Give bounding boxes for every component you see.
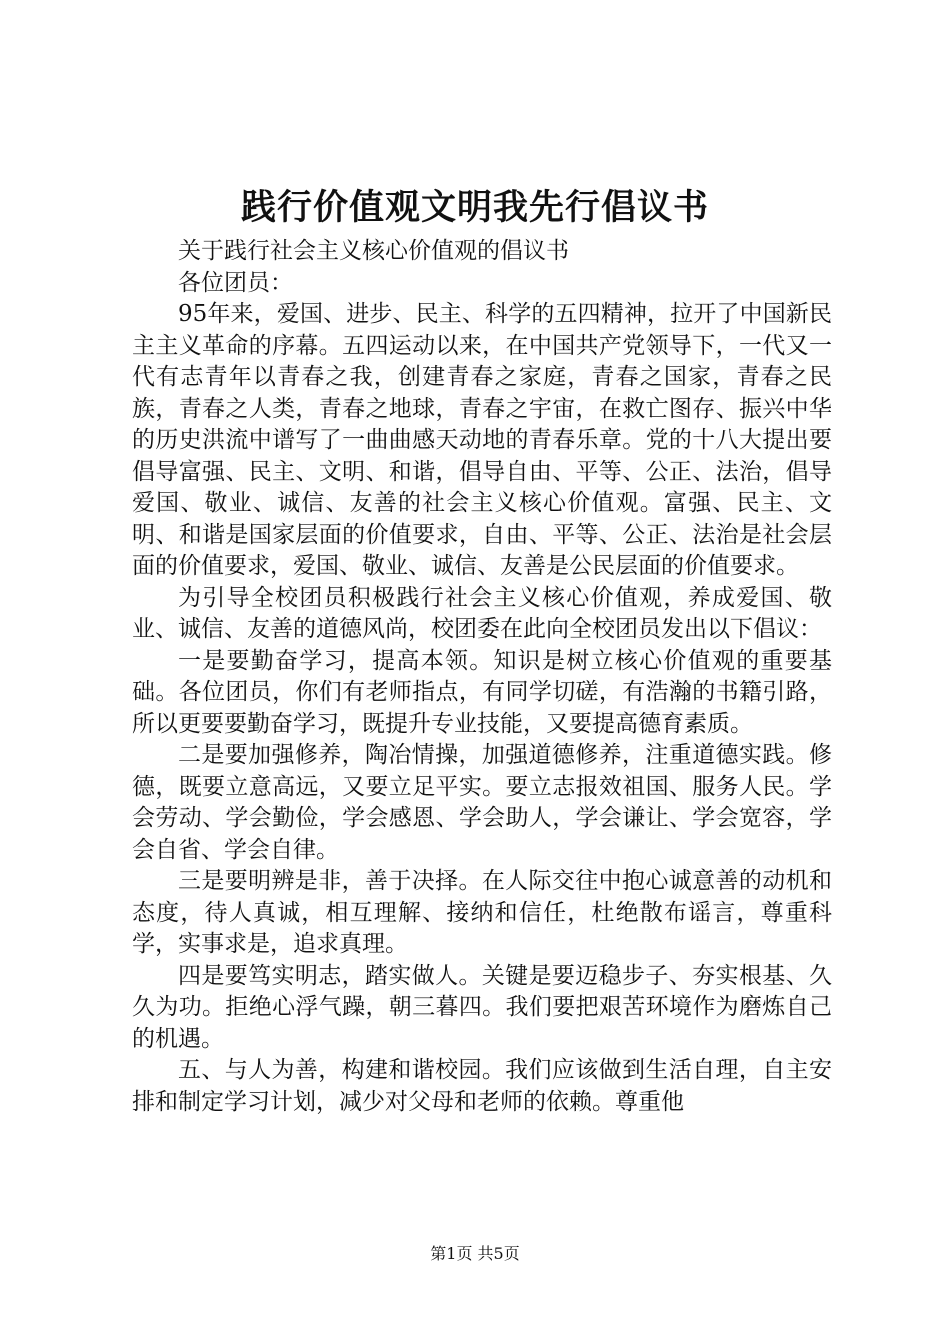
paragraph: 五、与人为善，构建和谐校园。我们应该做到生活自理，自主安排和制定学习计划，减少对父母和老师的依赖。尊重他 [132, 1057, 832, 1115]
paragraph-subtitle: 关于践行社会主义核心价值观的倡议书 [178, 238, 569, 264]
page-footer: 第1页 共5页 [430, 1244, 520, 1263]
paragraph: 一是要勤奋学习，提高本领。知识是树立核心价值观的重要基础。各位团员，你们有老师指点，有同学切磋，有浩瀚的书籍引路，所以更要要勤奋学习，既提升专业技能，又要提高德育素质。 [132, 647, 832, 737]
paragraph: 95年来，爱国、进步、民主、科学的五四精神，拉开了中国新民主主义革命的序幕。五四运动以来，在中国共产党领导下，一代又一代有志青年以青春之我，创建青春之家庭，青春之国家，青春之民族，青春之人类，青春之地球，青春之宇宙，在救亡图存、振兴中华的历史洪流中谱写了一曲曲感天动地的青春乐章。党的十八大提出要倡导富强、民主、文明、和谐，倡导自由、平等、公正、法治，倡导爱国、敬业、诚信、友善的社会主义核心价值观。富强、民主、文明、和谐是国家层面的价值要求，自由、平等、公正、法治是社会层面的价值要求，爱国、敬业、诚信、友善是公民层面的价值要求。 [132, 301, 832, 579]
document-title: 践行价值观文明我先行倡议书 [240, 187, 709, 228]
paragraph-salutation: 各位团员： [178, 269, 293, 296]
paragraph: 四是要笃实明志，踏实做人。关键是要迈稳步子、夯实根基、久久为功。拒绝心浮气躁，朝三暮四。我们要把艰苦环境作为磨炼自己的机遇。 [132, 962, 832, 1052]
paragraph: 三是要明辨是非，善于决择。在人际交往中抱心诚意善的动机和态度，待人真诚，相互理解、接纳和信任，杜绝散布谣言，尊重科学，实事求是，追求真理。 [132, 868, 832, 957]
paragraph: 为引导全校团员积极践行社会主义核心价值观，养成爱国、敬业、诚信、友善的道德风尚，校团委在此向全校团员发出以下倡议： [132, 584, 832, 642]
document-body [132, 236, 832, 1118]
paragraph: 二是要加强修养，陶冶情操，加强道德修养，注重道德实践。修德，既要立意高远，又要立足平实。要立志报效祖国、服务人民。学会劳动、学会勤俭，学会感恩、学会助人，学会谦让、学会宽容，学会自省、学会自律。 [132, 742, 832, 863]
